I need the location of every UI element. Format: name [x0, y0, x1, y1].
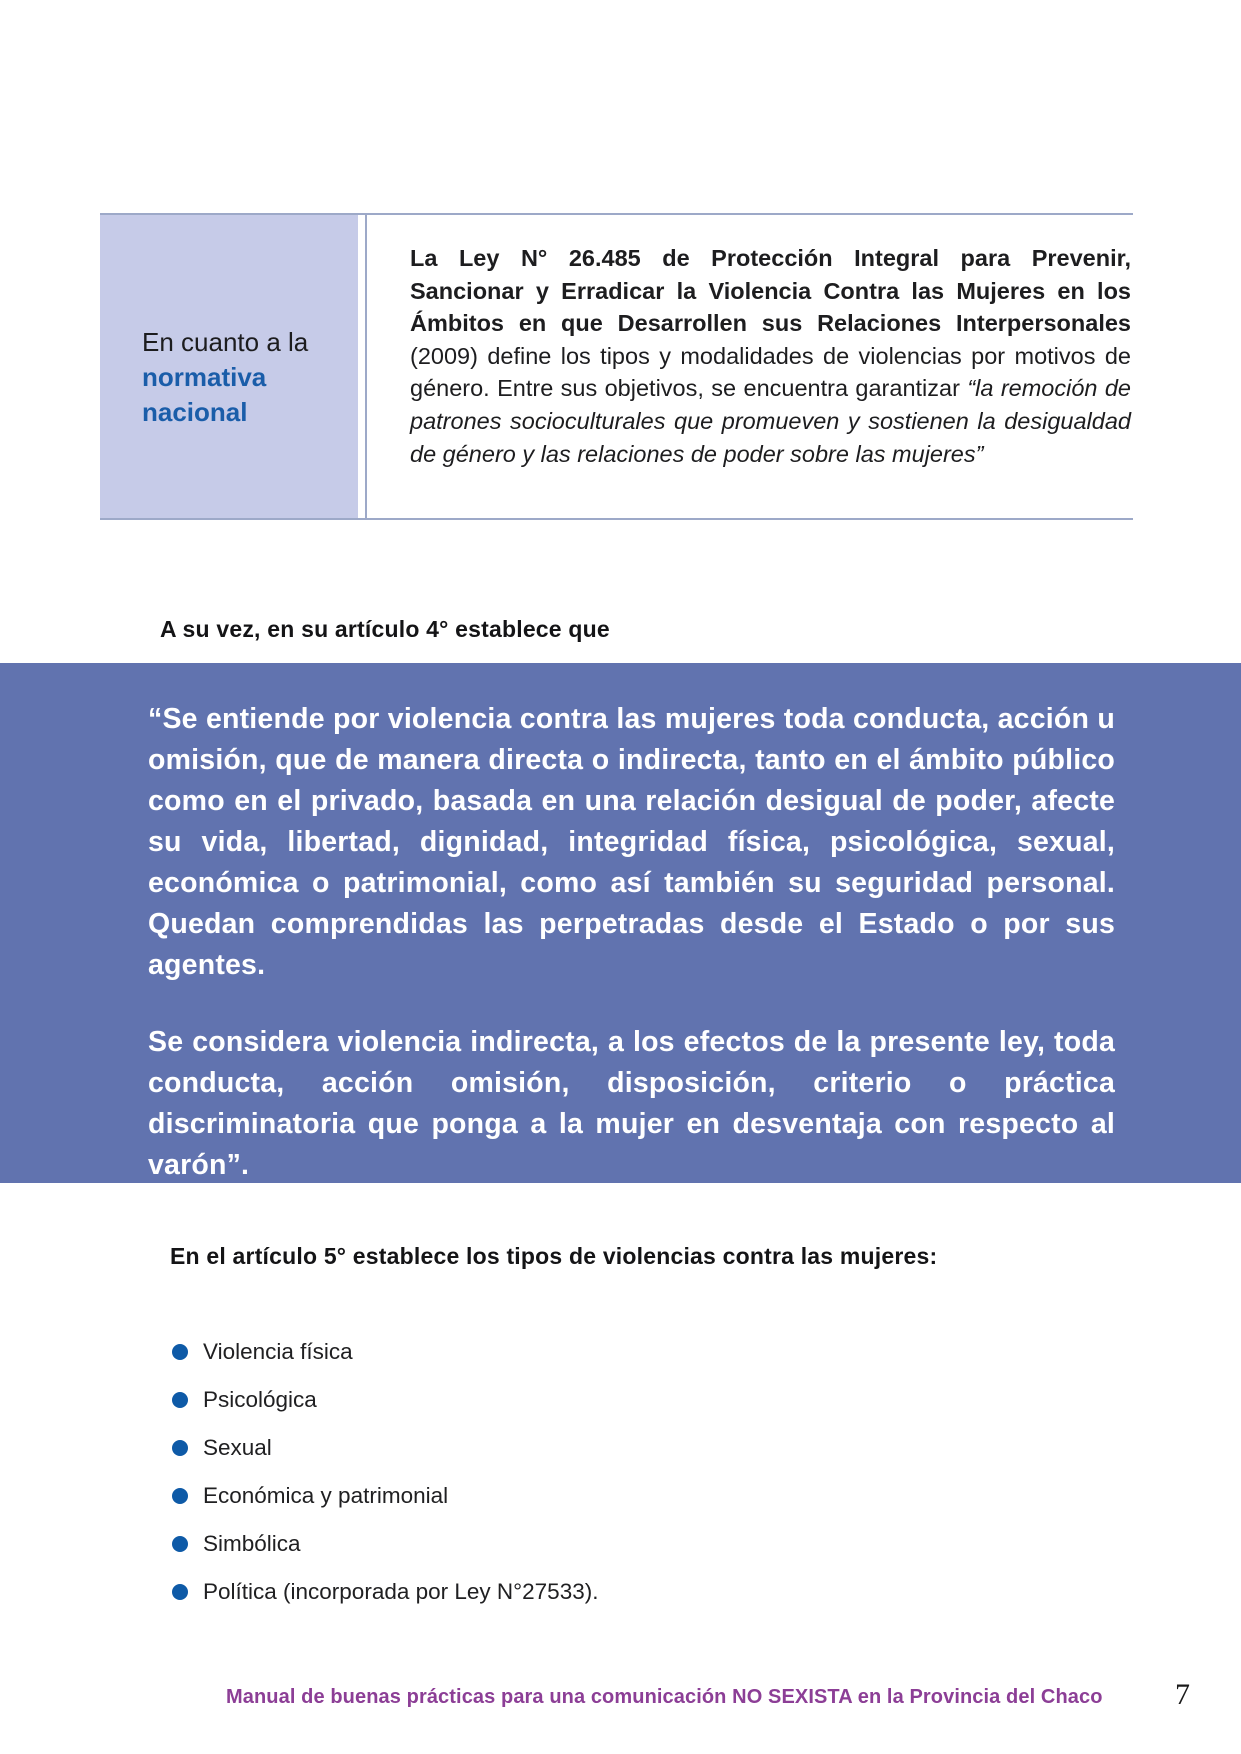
law-quote-text: “la remoción de patrones socioculturales que promueven y sostienen la desigualdad de género y las relaciones de poder sobre las mujeres”	[410, 375, 1132, 467]
list-item	[172, 1520, 598, 1568]
bullet-icon	[172, 1440, 188, 1456]
list-item	[172, 1328, 598, 1376]
list-item	[172, 1424, 598, 1472]
intro-label-highlight: normativa nacional	[142, 362, 267, 427]
bullet-icon	[172, 1584, 188, 1600]
quote-paragraph-1: “Se entiende por violencia contra las mujeres toda conducta, acción u omisión, que de manera directa o indirecta, tanto en el ámbito público como en el privado, basada en una relación desigual de poder, afecte su vida, libertad, dignidad, integridad física, psicológica, sexual, económica o patrimonial, como así también su seguridad personal. Quedan comprendidas las perpetradas desde el Estado o por sus agentes.	[148, 703, 1115, 981]
list-item-label: Política (incorporada por Ley N°27533).	[203, 1579, 599, 1604]
law-description-paragraph	[410, 242, 1131, 470]
law-title-text: La Ley N° 26.485 de Protección Integral para Prevenir, Sancionar y Erradicar la Violencia Contra las Mujeres en los Ámbitos en que Desarrollen sus Relaciones Interpersonales	[410, 245, 1131, 337]
intro-label-box	[100, 215, 358, 518]
article4-heading: A su vez, en su artículo 4° establece que	[160, 616, 610, 642]
intro-section	[100, 213, 1133, 520]
list-item	[172, 1568, 598, 1616]
law-definition-text: (2009) define los tipos y modalidades de violencias por motivos de género. Entre sus objetivos, se encuentra garantizar	[410, 342, 1131, 402]
intro-text-cell	[365, 215, 1133, 518]
quote-paragraph-2: Se considera violencia indirecta, a los efectos de la presente ley, toda conducta, acción omisión, disposición, criterio o práctica discriminatoria que ponga a la mujer en desventaja con respecto al varón”.	[148, 1026, 1115, 1181]
bullet-icon	[172, 1488, 188, 1504]
bullet-icon	[172, 1392, 188, 1408]
list-item	[172, 1472, 598, 1520]
article5-heading: En el artículo 5° establece los tipos de violencias contra las mujeres:	[170, 1243, 938, 1269]
article4-quote-box	[0, 663, 1241, 1183]
list-item-label: Simbólica	[203, 1531, 301, 1556]
list-item-label: Violencia física	[203, 1339, 353, 1364]
intro-label-prefix: En cuanto a la	[142, 327, 309, 357]
violence-types-list	[172, 1328, 598, 1616]
list-item	[172, 1376, 598, 1424]
bullet-icon	[172, 1536, 188, 1552]
list-item-label: Económica y patrimonial	[203, 1483, 449, 1508]
list-item-label: Psicológica	[203, 1387, 317, 1412]
page-number: 7	[1175, 1678, 1190, 1711]
footer-title: Manual de buenas prácticas para una comunicación NO SEXISTA en la Provincia del Chaco	[226, 1686, 1103, 1708]
bullet-icon	[172, 1344, 188, 1360]
list-item-label: Sexual	[203, 1435, 272, 1460]
